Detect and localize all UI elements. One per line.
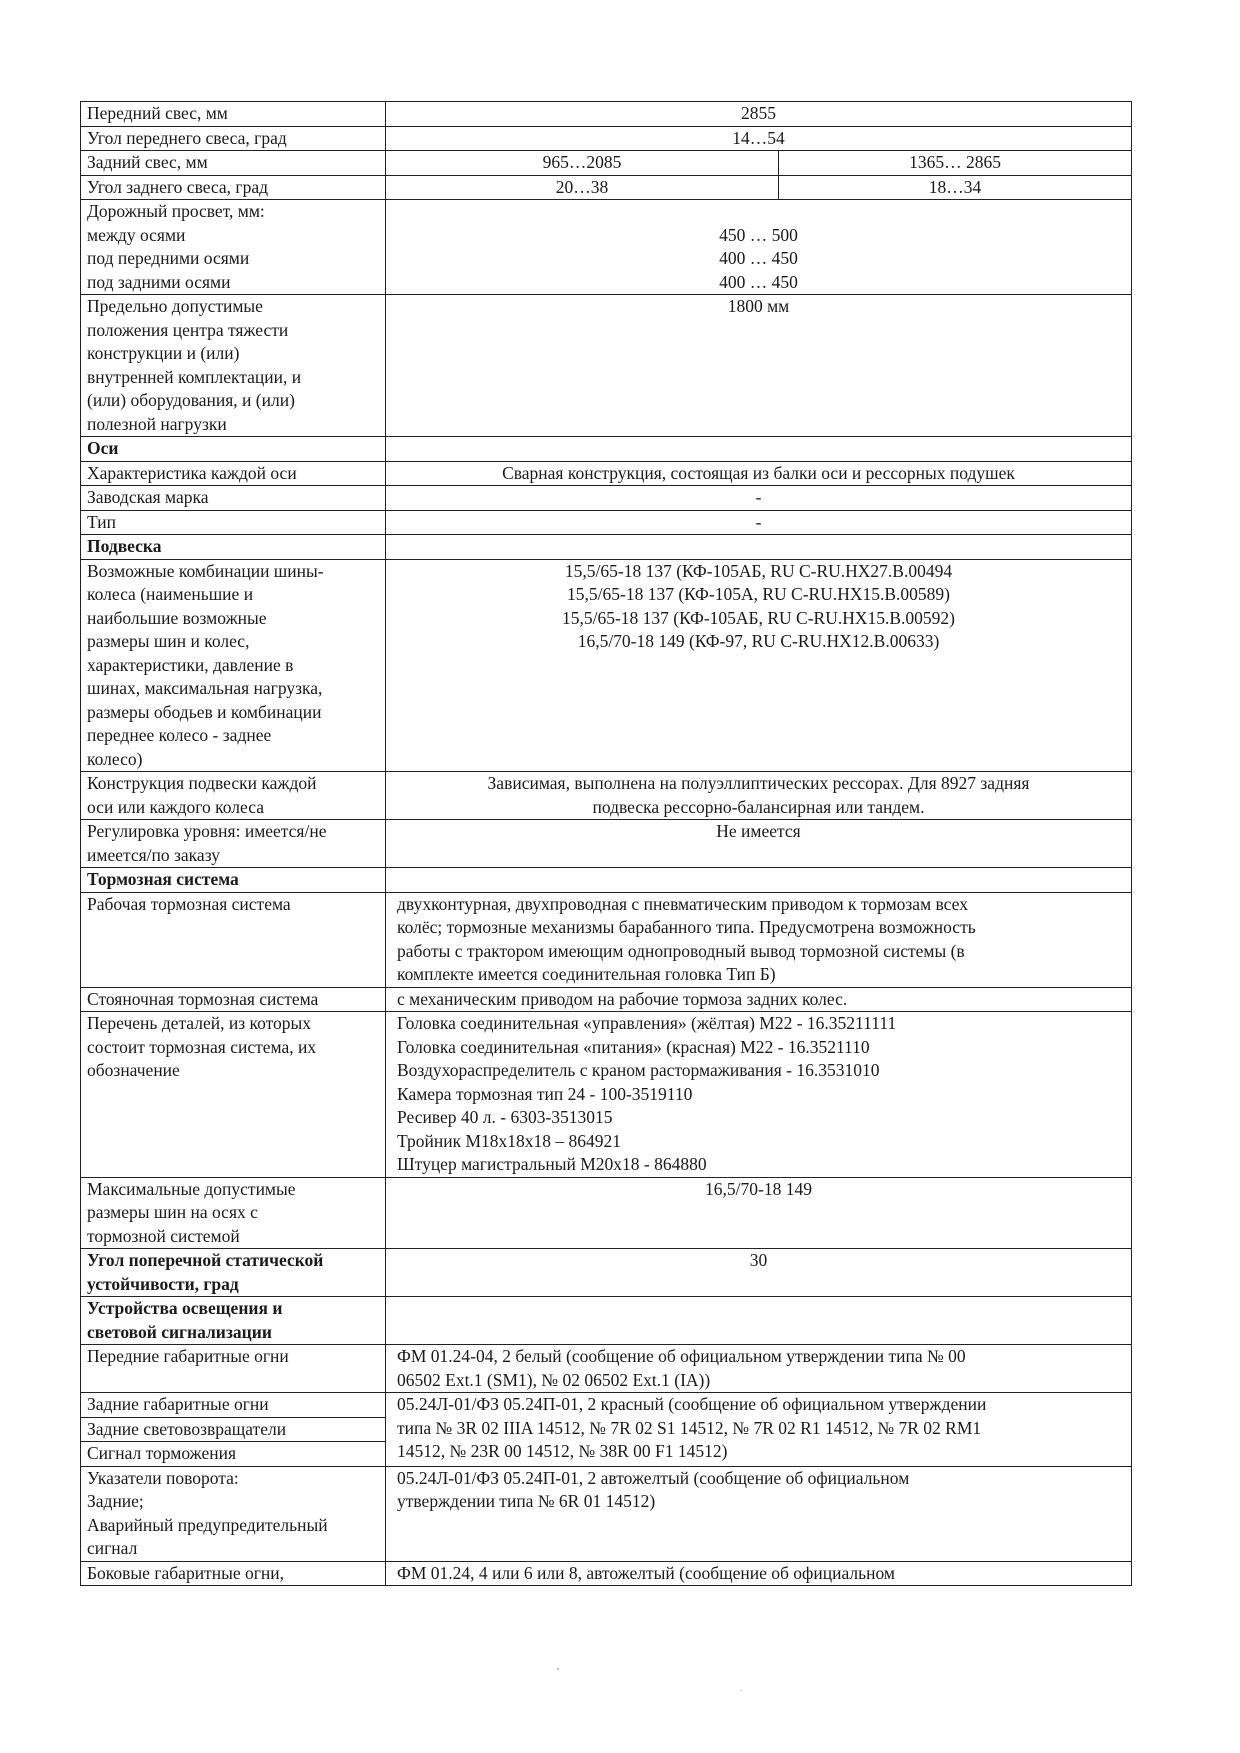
label-line: устойчивости, град	[87, 1273, 239, 1294]
row-tire-combos	[81, 559, 1132, 772]
row-axle-characteristic	[81, 461, 1132, 486]
row-factory-mark	[81, 486, 1132, 511]
scan-speck	[557, 1668, 559, 1670]
value-front-angle: 14…54	[386, 126, 1132, 151]
value-line: ФМ 01.24-04, 2 белый (сообщение об официальном утверждении типа № 00	[397, 1346, 966, 1366]
scan-speck	[740, 1690, 742, 1691]
value-axle-characteristic: Сварная конструкция, состоящая из балки оси и рессорных подушек	[386, 461, 1132, 486]
row-stability-angle	[81, 1249, 1132, 1297]
label-line: Сигнал торможения	[87, 1443, 237, 1463]
value-line: 06502 Ext.1 (SM1), № 02 06502 Ext.1 (IA))	[397, 1369, 711, 1390]
value-suspension-design	[386, 772, 1132, 820]
row-parking-brake	[81, 987, 1132, 1012]
label-turn-indicators	[81, 1466, 386, 1561]
label-line: Регулировка уровня: имеется/не	[87, 821, 327, 841]
row-level-control	[81, 820, 1132, 868]
value-parking-brake: с механическим приводом на рабочие тормоза задних колес.	[386, 987, 1132, 1012]
label-front-angle: Угол переднего свеса, град	[81, 126, 386, 151]
value-line: 15,5/65-18 137 (КФ-105А, RU C-RU.HX15.B.00589)	[567, 584, 950, 604]
label-line: Устройства освещения и	[87, 1298, 283, 1318]
value-line: подвеска рессорно-балансирная или тандем.	[592, 796, 925, 817]
row-suspension-design	[81, 772, 1132, 820]
row-brake-parts	[81, 1012, 1132, 1178]
value-line: Штуцер магистральный М20х18 - 864880	[397, 1154, 707, 1174]
label-line: колесо)	[87, 748, 143, 769]
row-lighting-section	[81, 1297, 1132, 1345]
label-line: характеристики, давление в	[87, 654, 294, 675]
value-line: Головка соединительная «управления» (жёлтая) М22 - 16.35211111	[397, 1013, 897, 1033]
label-side-lamps: Боковые габаритные огни,	[81, 1561, 386, 1586]
value-line: Тройник М18х18х18 – 864921	[397, 1130, 622, 1151]
value-type: -	[386, 510, 1132, 535]
label-line: размеры шин на осях с	[87, 1202, 258, 1222]
label-line: Задние габаритные огни	[81, 1393, 385, 1418]
value-line: Ресивер 40 л. - 6303-3513015	[397, 1107, 613, 1127]
label-line: Задние;	[87, 1491, 144, 1511]
label-parking-brake: Стояночная тормозная система	[81, 987, 386, 1012]
label-line: (или) оборудования, и (или)	[87, 390, 295, 410]
value-line: 05.24Л-01/ФЗ 05.24П-01, 2 красный (сообщение об официальном утверждении	[397, 1394, 987, 1414]
label-line: шинах, максимальная нагрузка,	[87, 678, 323, 698]
label-rear-overhang: Задний свес, мм	[81, 151, 386, 176]
label-suspension-design	[81, 772, 386, 820]
label-line: Перечень деталей, из которых	[87, 1013, 312, 1033]
label-stability-angle	[81, 1249, 386, 1297]
value-line: Воздухораспределитель с краном растормаживания - 16.3531010	[397, 1060, 880, 1080]
label-line: Возможные комбинации шины-	[87, 560, 324, 581]
label-line: Предельно допустимые	[87, 296, 263, 316]
value-line: Головка соединительная «питания» (красная) М22 - 16.3521110	[397, 1036, 870, 1057]
label-line: под передними осями	[87, 248, 250, 268]
row-rear-lamps	[81, 1393, 1132, 1467]
value-max-tires: 16,5/70-18 149	[386, 1177, 1132, 1249]
value-front-overhang: 2855	[386, 102, 1132, 127]
section-brakes-empty	[386, 868, 1132, 893]
value-brake-parts	[386, 1012, 1132, 1178]
label-line: положения центра тяжести	[87, 319, 289, 340]
spec-table	[80, 101, 1132, 1586]
label-front-position-lamps	[81, 1345, 386, 1393]
value-line: типа № 3R 02 IIIA 14512, № 7R 02 S1 14512, № 7R 02 R1 14512, № 7R 02 RM1	[397, 1417, 982, 1438]
label-line: внутренней комплектации, и	[87, 366, 302, 387]
label-line: между осями	[87, 224, 186, 245]
value-line: 450 … 500	[719, 224, 798, 245]
label-line: полезной нагрузки	[87, 413, 227, 434]
value-line: колёс; тормозные механизмы барабанного типа. Предусмотрена возможность	[397, 917, 976, 937]
value-line: Камера тормозная тип 24 - 100-3519110	[397, 1083, 693, 1104]
label-factory-mark: Заводская марка	[81, 486, 386, 511]
row-rear-overhang	[81, 151, 1132, 176]
row-side-lamps	[81, 1561, 1132, 1586]
label-line: под задними осями	[87, 271, 231, 292]
value-turn-indicators	[386, 1466, 1132, 1561]
label-line: Передние габаритные огни	[87, 1346, 289, 1366]
value-clearance	[386, 200, 1132, 295]
value-line: 16,5/70-18 149 (КФ-97, RU C-RU.HX12.B.00633)	[577, 631, 940, 651]
section-axles: Оси	[81, 437, 386, 462]
row-max-tires	[81, 1177, 1132, 1249]
label-line: обозначение	[87, 1060, 180, 1080]
row-brake-section	[81, 868, 1132, 893]
row-front-angle	[81, 126, 1132, 151]
label-line: Максимальные допустимые	[87, 1178, 296, 1199]
value-line: 15,5/65-18 137 (КФ-105АБ, RU C-RU.HX15.B.00592)	[561, 607, 956, 628]
value-line: 05.24Л-01/ФЗ 05.24П-01, 2 автожелтый (сообщение об официальном	[397, 1467, 910, 1488]
value-line: 400 … 450	[719, 271, 798, 292]
label-level-control	[81, 820, 386, 868]
label-line: имеется/по заказу	[87, 844, 220, 865]
value-rear-angle-b: 18…34	[779, 175, 1132, 200]
label-line: состоит тормозная система, их	[87, 1036, 317, 1057]
label-line: световой сигнализации	[87, 1321, 272, 1342]
label-axle-characteristic: Характеристика каждой оси	[81, 461, 386, 486]
label-line: Аварийный предупредительный	[87, 1514, 328, 1535]
row-clearance	[81, 200, 1132, 295]
value-line: 14512, № 23R 00 14512, № 38R 00 F1 14512)	[397, 1441, 728, 1461]
value-rear-overhang-b: 1365… 2865	[779, 151, 1132, 176]
label-clearance	[81, 200, 386, 295]
label-line: конструкции и (или)	[87, 343, 240, 363]
section-suspension-empty	[386, 535, 1132, 560]
row-front-position-lamps	[81, 1345, 1132, 1393]
label-front-overhang: Передний свес, мм	[81, 102, 386, 127]
value-rear-angle-a: 20…38	[386, 175, 779, 200]
section-lighting	[81, 1297, 386, 1345]
value-rear-overhang-a: 965…2085	[386, 151, 779, 176]
row-suspension-section	[81, 535, 1132, 560]
label-type: Тип	[81, 510, 386, 535]
value-factory-mark: -	[386, 486, 1132, 511]
value-line: работы с трактором имеющим однопроводный вывод тормозной системы (в	[397, 940, 965, 961]
value-stability-angle: 30	[386, 1249, 1132, 1297]
section-axles-empty	[386, 437, 1132, 462]
label-line: колеса (наименьшие и	[87, 584, 254, 604]
label-line: переднее колесо - заднее	[87, 725, 272, 745]
section-brakes: Тормозная система	[81, 868, 386, 893]
label-max-tires	[81, 1177, 386, 1249]
row-rear-angle	[81, 175, 1132, 200]
section-lighting-empty	[386, 1297, 1132, 1345]
value-side-lamps: ФМ 01.24, 4 или 6 или 8, автожелтый (сообщение об официальном	[386, 1561, 1132, 1586]
value-level-control: Не имеется	[386, 820, 1132, 868]
label-cog	[81, 295, 386, 437]
row-turn-indicators	[81, 1466, 1132, 1561]
row-type	[81, 510, 1132, 535]
value-line: Зависимая, выполнена на полуэллиптических рессорах. Для 8927 задняя	[487, 773, 1030, 793]
label-service-brake: Рабочая тормозная система	[81, 892, 386, 987]
row-axles-section	[81, 437, 1132, 462]
label-line: Задние световозвращатели	[81, 1418, 385, 1443]
value-cog: 1800 мм	[386, 295, 1132, 437]
label-line: тормозной системой	[87, 1225, 240, 1246]
row-front-overhang	[81, 102, 1132, 127]
value-front-position-lamps	[386, 1345, 1132, 1393]
row-cog	[81, 295, 1132, 437]
label-line: оси или каждого колеса	[87, 796, 264, 817]
value-service-brake	[386, 892, 1132, 987]
label-rear-lamps	[81, 1393, 386, 1467]
label-brake-parts	[81, 1012, 386, 1178]
label-line: размеры шин и колес,	[87, 631, 250, 651]
value-line: 15,5/65-18 137 (КФ-105АБ, RU C-RU.HX27.B.00494	[564, 560, 953, 581]
value-line: комплекте имеется соединительная головка Тип Б)	[397, 964, 776, 984]
label-line: Дорожный просвет, мм:	[87, 201, 265, 221]
label-line: размеры ободьев и комбинации	[87, 701, 322, 722]
label-line: Конструкция подвески каждой	[87, 773, 317, 793]
value-tire-combos	[386, 559, 1132, 772]
row-service-brake	[81, 892, 1132, 987]
label-line: сигнал	[87, 1538, 138, 1558]
value-line: двухконтурная, двухпроводная с пневматическим приводом к тормозам всех	[397, 893, 968, 914]
label-line: Угол поперечной статической	[87, 1250, 324, 1270]
value-rear-lamps	[386, 1393, 1132, 1467]
label-rear-angle: Угол заднего свеса, град	[81, 175, 386, 200]
section-suspension: Подвеска	[81, 535, 386, 560]
value-line: утверждении типа № 6R 01 14512)	[397, 1491, 656, 1511]
value-line: 400 … 450	[719, 248, 798, 268]
label-tire-combos	[81, 559, 386, 772]
label-line: Указатели поворота:	[87, 1467, 239, 1488]
label-line: наибольшие возможные	[87, 607, 267, 628]
